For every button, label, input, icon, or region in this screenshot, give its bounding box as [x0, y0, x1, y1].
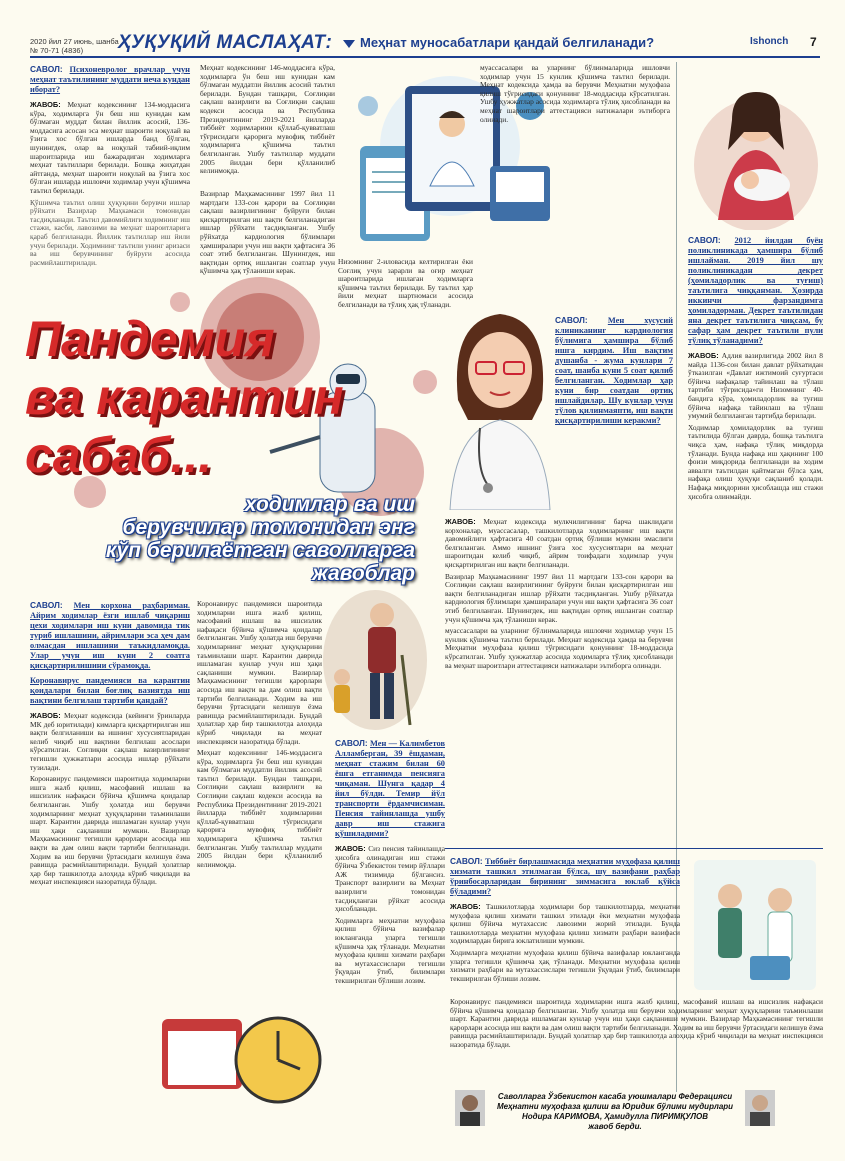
question-q6: САВОЛ: Тиббиёт бирлашмасида меҳнатни муҳофаза қилиш хизмати ташкил этилмаган бўлса, шу вазифани раҳбар ўринбосарларидан бирининг зиммасига юклаб қўйса бўладими? — [450, 856, 681, 896]
question-q5: САВОЛ: Мен — Калимбетов Алламберган, 39 ёшдаман, меҳнат стажим билан 60 ёшга етганимда пенсияга чиқаман. Шунга қадар 4 йил бўлди. Темир йўл транспорти ёрдамчисиман. Пенсия тайинлашда ушбу давр иш стажига қўшиладими? — [335, 738, 445, 838]
body-text: Қўшимча таътил олиш ҳуқуқини берувчи ишлар рўйхати Вазирлар Маҳкамаси томонидан тасдиқланади. Таътил давомийлиги ходимнинг иш стажи, касби, лавозими ва меҳнат шароитларига қараб белгиланади. Йиллик таътиллар иш йили учун берилади. Ходимнинг таътили унинг аризаси ва иш берувчининг буйруғи асосида расмийлаштирилади. — [30, 197, 190, 267]
nurse-illustration — [440, 300, 560, 510]
body-column-q4b — [197, 600, 322, 869]
headline-line: ва карантин — [25, 369, 344, 425]
author-credit: Саволларга Ўзбекистон касаба уюшмалари Федерацияси Меҳнатни муҳофаза қилиш ва Юридик бўлими мудирлари Нодира КАРИМОВА, Ҳамидулла ПИРИМҚУЛОВ жавоб берди. — [496, 1092, 734, 1131]
triangle-icon — [343, 40, 355, 48]
headline-line: Пандемия — [25, 311, 275, 367]
body-text: Коронавирус пандемияси шароитида ходимларни ишга жалб қилиш, масофавий ишлаш ва ишсизлик нафақаси бўйича қўшимча қоидалар белгиланган. Ушбу ҳолатда иш берувчи ходимларнинг меҳнат ҳуқуқларини таъминлаши шарт. Карантин даврида ишламаган кунлар учун иш ҳақи сақланиши мумкин. Вазирлар Маҳкамасининг тегишли қарорлари асосида иш вақти ва дам олиш вақти тартиби белгиланади. Ходим ва иш берувчи ўртасидаги келишув ёзма равишда расмийлаштирилади. Бундай ҳолатлар ҳар бир ташкилотда алоҳида кўриб чиқилади ва меҳнат инспекцияси назоратида бўлади. — [450, 997, 823, 1049]
brand-name: Ishonch — [750, 36, 789, 47]
body-text: муассасалари ва уларнинг бўлинмаларида ишловчи ходимлар учун 15 кунлик қўшимча таътил берилади. Меҳнат кодексида ҳамда ва берувчи Меҳнатни муҳофаза қилиш тўғрисидаги қонуннинг 18-моддасида кўрсатилган. Ушбу ҳужжатлар асосида ходимларга тўлиқ ҳисобланади ва меҳнат шароитлари аттестацияси натижалари эътиборга олинади. — [480, 63, 670, 124]
body-text: Ходимларга меҳнатни муҳофаза қилиш бўйича вазифалар юкланганда уларга тегишли қўшимча ҳақ тўланади. Меҳнатни муҳофаза қилиш хизмати раҳбари ва мутахассислари тегишли ўқувдан ўтиб, билимлари текширилган бўлиши лозим. — [335, 915, 445, 985]
body-column-2 — [200, 64, 335, 176]
q6-rule — [445, 848, 823, 849]
body-column-4 — [480, 64, 670, 124]
author-photo-2 — [745, 1090, 775, 1126]
answer-q2: ЖАВОБ: Меҳнат кодексида мулкчилигининг барча шаклидаги корхоналар, муассасалар, ташкилотларда ходимларнинг иш вақти давомийлиги ҳафтасига 40 соатдан ортиқ бўлиши мумкин эмаслиги белгиланган. Аммо ишнинг ўзига хос хусусиятлари ва меҳнат шароитидан келиб чиқиб, айрим тоифадаги ходимлар учун қисқартирилган иш вақти белгиланади. Вазирлар Маҳкамасининг 1997 йил 11 мартдаги 133-сон қарори ва Соғлиқни сақлаш вазирлигининг буйруғи билан қисқартирилган иш вақти белгиланадиган ишлар рўйхати тасдиқланган. Ушбу рўйхатда кардиология бўлимлари ҳамширалари учун иш вақти ҳафтасига 36 соат этиб белгиланган. Шунингдек, иш вақтидан ортиқ ишланган соатлар учун қўшимча ҳақ тўланиши керак. муассасалари ва уларнинг бўлинмаларида ишловчи ходимлар учун 15 кунлик қўшимча таътил берилади. Меҳнат кодексида ҳамда ва берувчи Меҳнатни муҳофаза қилиш тўғрисидаги қонуннинг 18-моддасида кўрсатилган. Ушбу ҳужжатлар асосида ходимларга тўлиқ ҳисобланади ва меҳнат шароитлари аттестацияси натижалари эътиборга олинади. — [445, 517, 673, 670]
body-text: Низомнинг 2-иловасида келтирилган ёки Соғлиқ учун зарарли ва оғир меҳнат шароитларида ишлаган ходимларга қўшимча таътил берилади. Бу таътил ҳар йили меҳнат шартномаси асосида белгиланади ва тўлиқ ҳақ тўланади. — [338, 257, 473, 309]
article-q1 — [30, 64, 190, 267]
section-subtitle: Меҳнат муносабатлари қандай белгиланади? — [360, 35, 655, 50]
headline-line: сабаб... — [25, 427, 213, 483]
answer-q1: ЖАВОБ: Меҳнат кодексининг 134-моддасига кўра, ходимларга ўн беш иш кунидан кам бўлмаган муддат билан йиллик асосий, 136-моддасига асосан эса меҳнат шароити ноқулай ва ўзига хос бўлган ишларда банд бўлган, шунингдек, олар ва ноқулай табиий-иқлим шароитларида иш бажарадиган ходимларга меҳнат таътиллари берилади. Бошқа жиҳатдан айтганда, меҳнат шароити ноқулай ва ўзига хос бўлган ишларда ишловчи ходимлар учун қўшимча таътил берилади. — [30, 100, 190, 195]
page-number: 7 — [810, 35, 817, 49]
article-q4 — [30, 600, 190, 887]
section-title: ҲУҚУҚИЙ МАСЛАҲАТ: — [118, 32, 333, 53]
answer-q5: ЖАВОБ: Сиз пенсия тайинлашда ҳисобга олинадиган иш стажи бўйича Ўзбекистон темир йўллари АЖ тизимида бўлгансиз. Транспорт вазирлиги ва Меҳнат вазирлиги томонидан тасдиқланган рўйхат асосида ҳисобланади. — [335, 844, 445, 914]
body-text: Ходимлар ҳомиладорлик ва туғиш таътилида бўлган даврда, бошқа таътилга чиқса ҳам, нафақа тўлиқ миқдорда тўланади. Бунда нафақа иш ҳақининг 100 фоизи миқдорида белгиланади ва ходим аввалги таътилдан қайтмаган бўлса ҳам, нафақа олиш ҳуқуқи сақланиб қолади. Нафақа миқдорини ҳисоблашда иш стажи ҳисобга олинмайди. — [688, 422, 823, 501]
question-q3: САВОЛ: 2012 йилдан буён поликлиникада ҳамшира бўлиб ишлайман. 2019 йил шу поликлиникадан декрет (ҳомиладорлик ва туғиш) таътилига чиққанман. Ҳозирда иккинчи фарзандимга ҳомиладорман. Декрет таътилидан яна декрет таътилига чиқсам, бу сафар ҳам декрет таътили пули тўлиқ тўланадими? — [688, 235, 823, 345]
author-photo-1 — [455, 1090, 485, 1126]
medical-team-illustration — [690, 856, 820, 996]
body-text: Меҳнат кодексининг 146-моддасига кўра, ходимларга ўн беш иш кунидан кам бўлмаган муддатли йиллик асосий таътил берилади. Бундан ташқари, Соғлиқни сақлаш вазирлиги ва Соғлиқни сақлаш кодекси асосида ва Республика Президентининг 2019-2021 йилларда тиббиёт ходимларини қўллаб-қувватлаш тўғрисидаги қарорига мувофиқ тиббиёт ходимларига қўшимча таътил белгиланган. Ушбу таътиллар муддати 2005 йилдан бери қўлланилиб келинмоқда. — [197, 748, 322, 869]
mother-illustration — [688, 70, 823, 230]
answer-q3: ЖАВОБ: Адлия вазирлигида 2002 йил 8 майда 1136-сон билан давлат рўйхатидан ўтказилган «Давлат ижтимоий суғуртаси бўйича нафақалар тайинлаш ва тўлаш тартиби тўғрисида»ги Низомнинг 40-бандига кўра, ҳомиладорлик ва туғиш бўйича нафақа тайинлаш ва тўлаш умумий белгиланган тартибда берилади. — [688, 351, 823, 421]
body-text: Ходимларга меҳнатни муҳофаза қилиш бўйича вазифалар юкланганда уларга тегишли қўшимча ҳақ тўланади. Меҳнатни муҳофаза қилиш хизмати раҳбари ва мутахассислари тегишли ўқувдан ўтиб, билимлари текширилган бўлиши лозим. — [450, 947, 680, 983]
article-q6 — [450, 856, 680, 983]
article-q2 — [555, 315, 673, 426]
header-rule — [30, 56, 820, 58]
body-text: муассасалари ва уларнинг бўлинмаларида ишловчи ходимлар учун 15 кунлик қўшимча таътил берилади. Меҳнат кодексида ҳамда ва берувчи Меҳнатни муҳофаза қилиш тўғрисидаги қонуннинг 18-моддасида кўрсатилган. Ушбу ҳужжатлар асосида ходимларга тўлиқ ҳисобланади ва меҳнат шароитлари аттестацияси натижалари эътиборга олинади. — [445, 626, 673, 670]
elderly-illustration — [320, 585, 430, 735]
body-text: Вазирлар Маҳкамасининг 1997 йил 11 мартдаги 133-сон қарори ва Соғлиқни сақлаш вазирлигининг буйруғи билан қисқартирилган иш вақти белгиланадиган ишлар рўйхати тасдиқланган. Ушбу рўйхатда кардиология бўлимлари ҳамширалари учун иш вақти ҳафтасига 36 соат этиб белгиланган. Шунингдек, иш вақтидан ортиқ ишланган соатлар учун қўшимча ҳақ тўланиши керак. — [445, 571, 673, 624]
body-text: Меҳнат кодексининг 146-моддасига кўра, ходимларга ўн беш иш кунидан кам бўлмаган муддатли йиллик асосий таътил берилади. Бундан ташқари, Соғлиқни сақлаш вазирлиги ва Соғлиқни сақлаш кодекси асосида ва Республика Президентининг 2019-2021 йилларда тиббиёт ходимларини қўллаб-қувватлаш тўғрисидаги қарорига мувофиқ тиббиёт ходимларига қўшимча таътил белгиланган. Ушбу таътиллар муддати 2005 йилдан бери қўлланилиб келинмоқда. — [200, 63, 335, 176]
headline — [25, 310, 344, 484]
answer-q6: ЖАВОБ: Ташкилотларда ходимлари бор ташкилотларда, меҳнатни муҳофаза қилиш хизмати ташкил этилади ёки меҳнатни муҳофаза қилиш бўйича мутахассис лавозими жорий этилади. Бунда ташкилотларда меҳнатни муҳофаза қилиш хизмати раҳбари вазифаси ходимлардан бирига юклатилиши мумкин. — [450, 902, 680, 946]
question-q1: САВОЛ: Психоневролог врачлар учун меҳнат таътилининг муддати неча кундан иборат? — [30, 64, 191, 94]
question-q4: САВОЛ: Мен корхона раҳбариман. Айрим ходимлар ёзги ишлаб чиқариш цехи ходимлари иш куни давомида тик туриб ишлашини, айримлари эса ҳеч дам олмасдан ишлашини таъкидламоқда. Улар учун иш куни 2 соатга қисқартирилишини сўрамоқда. — [30, 600, 190, 670]
body-text: Вазирлар Маҳкамасининг 1997 йил 11 мартдаги 133-сон қарори ва Соғлиқни сақлаш вазирлигининг буйруғи билан қисқартирилган иш вақти белгиланадиган ишлар рўйхати тасдиқланган. Ушбу рўйхатда кардиология бўлимлари ҳамширалари учун иш вақти ҳафтасига 36 соат этиб белгиланган. Шунингдек, иш вақтидан ортиқ ишланган соатлар учун қўшимча ҳақ тўланиши керак. — [200, 189, 335, 276]
body-text: Коронавирус пандемияси шароитида ходимларни ишга жалб қилиш, масофавий ишлаш ва ишсизлик нафақаси бўйича қўшимча қоидалар белгиланган. Ушбу ҳолатда иш берувчи ходимларнинг меҳнат ҳуқуқларини таъминлаши шарт. Карантин даврида ишламаган кунлар учун иш ҳақи сақланиши мумкин. Вазирлар Маҳкамасининг тегишли қарорлари асосида иш вақти ва дам олиш вақти тартиби белгиланади. Ходим ва иш берувчи ўртасидаги келишув ёзма равишда расмийлаштирилади. Бундай ҳолатлар ҳар бир ташкилотда алоҳида кўриб чиқилади ва меҳнат инспекцияси назоратида бўлади. — [197, 599, 322, 746]
answer-q4: ЖАВОБ: Меҳнат кодексида (кейинги ўринларда МК деб юритилади) кимларга қисқартирилган иш вақти белгиланиши ва ишнинг хусусиятларидан келиб чиқиб иш вақтини белгилаш асослари кўрсатилган. Соғлиқни сақлаш вазирлигининг тегишли ҳужжатлари асосида ишлар рўйхати тузилади. — [30, 711, 190, 772]
headline-subtitle: ходимлар ва иш берувчилар томонидан энг кўп берилаётган саволларга жавоблар — [105, 493, 415, 585]
article-q5 — [335, 738, 445, 986]
issue-date: 2020 йил 27 июнь, шанба № 70-71 (4836) — [30, 37, 119, 55]
clock-illustration — [160, 1005, 330, 1115]
question-q2: САВОЛ: Мен хусусий клиниканинг кардиология бўлимига ҳамшира бўлиб ишга кирдим. Иш вақтим душанба - жума кунлари 7 соат, шанба куни 5 соат қилиб белгиланган. Ходимлар ҳар куни бир соатдан ортиқ ишлайдилар. Шу кунлар учун тўлов қилинмаяпти, иш вақти қисқартирилиши керакми? — [555, 315, 673, 425]
question-q4-followup: Коронавирус пандемияси ва карантин қоидалари билан боғлиқ вазиятда иш вақтини белгилаш тартиби қандай? — [30, 676, 190, 705]
article-q3 — [688, 235, 823, 501]
body-text: Коронавирус пандемияси шароитида ходимларни ишга жалб қилиш, масофавий ишлаш ва ишсизлик нафақаси бўйича қўшимча қоидалар белгиланган. Ушбу ҳолатда иш берувчи ходимларнинг меҳнат ҳуқуқларини таъминлаши шарт. Карантин даврида ишламаган кунлар учун иш ҳақи сақланиши мумкин. Вазирлар Маҳкамасининг тегишли қарорлари асосида иш вақти ва дам олиш вақти тартиби белгиланади. Ходим ва иш берувчи ўртасидаги келишув ёзма равишда расмийлаштирилади. Бундай ҳолатлар ҳар бир ташкилотда алоҳида кўриб чиқилади ва меҳнат инспекцияси назоратида бўлади. — [30, 774, 190, 887]
body-column-q6b — [450, 998, 823, 1050]
